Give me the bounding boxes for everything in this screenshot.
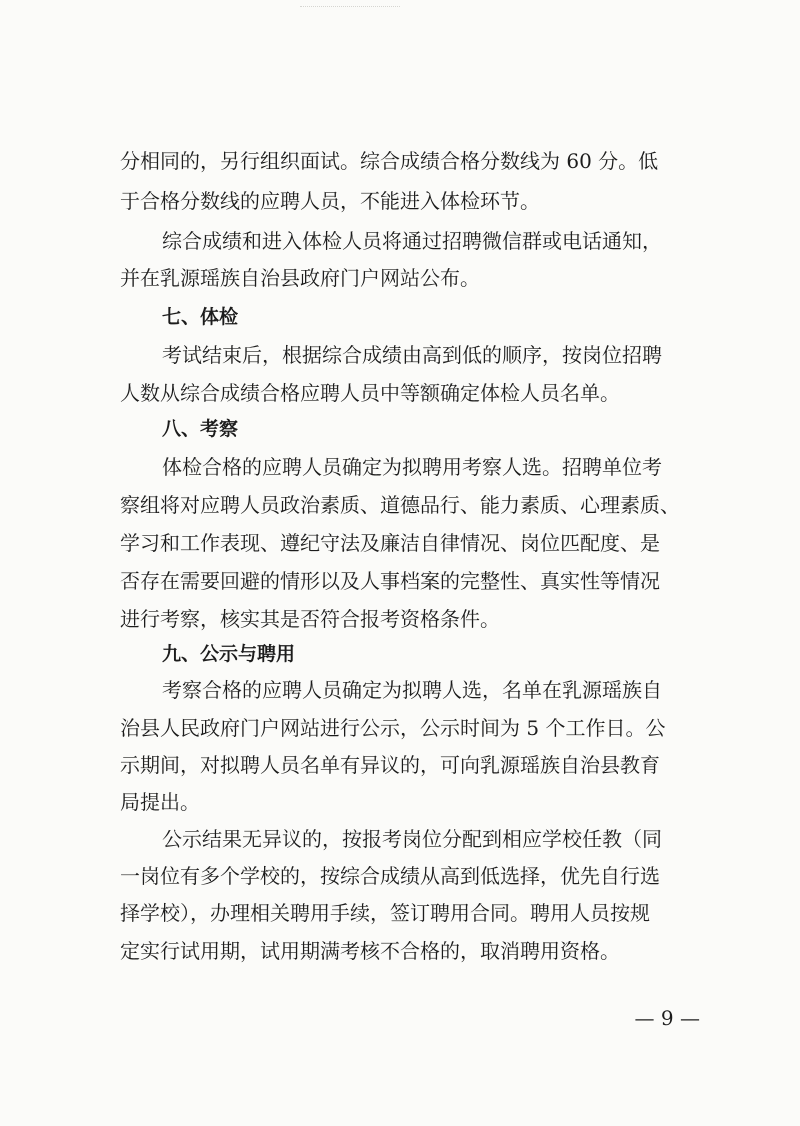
text-line: 察组将对应聘人员政治素质、道德品行、能力素质、心理素质、 [120, 493, 680, 517]
text-line: 局提出。 [120, 790, 200, 814]
page-number: — 9 — [634, 1006, 700, 1030]
text-line: 进行考察，核实其是否符合报考资格条件。 [120, 607, 500, 631]
text-line: 体检合格的应聘人员确定为拟聘用考察人选。招聘单位考 [162, 455, 662, 479]
text-line: 考察合格的应聘人员确定为拟聘人选，名单在乳源瑶族自 [162, 678, 662, 702]
section-heading-physical-exam: 七、体检 [162, 306, 239, 328]
scan-artifact [300, 0, 400, 7]
section-heading-inspection: 八、考察 [162, 418, 239, 440]
text-line: 并在乳源瑶族自治县政府门户网站公布。 [120, 266, 480, 290]
text-line: 于合格分数线的应聘人员，不能进入体检环节。 [120, 189, 540, 213]
text-line: 治县人民政府门户网站进行公示，公示时间为 5 个工作日。公 [120, 716, 666, 740]
text-line: 定实行试用期，试用期满考核不合格的，取消聘用资格。 [120, 939, 620, 963]
text-line: 人数从综合成绩合格应聘人员中等额确定体检人员名单。 [120, 381, 620, 405]
section-heading-publicity-and-hiring: 九、公示与聘用 [162, 643, 296, 665]
text-line: 择学校），办理相关聘用手续，签订聘用合同。聘用人员按规 [120, 901, 650, 925]
text-line: 学习和工作表现、遵纪守法及廉洁自律情况、岗位匹配度、是 [120, 531, 660, 555]
text-line: 公示结果无异议的，按报考岗位分配到相应学校任教（同 [162, 827, 662, 851]
text-line: 综合成绩和进入体检人员将通过招聘微信群或电话通知， [162, 229, 662, 253]
text-line: 否存在需要回避的情形以及人事档案的完整性、真实性等情况 [120, 569, 660, 593]
text-line: 考试结束后，根据综合成绩由高到低的顺序，按岗位招聘 [162, 343, 662, 367]
text-line: 一岗位有多个学校的，按综合成绩从高到低选择，优先自行选 [120, 864, 660, 888]
text-line: 分相同的，另行组织面试。综合成绩合格分数线为 60 分。低 [120, 149, 659, 173]
text-line: 示期间，对拟聘人员名单有异议的，可向乳源瑶族自治县教育 [120, 753, 660, 777]
